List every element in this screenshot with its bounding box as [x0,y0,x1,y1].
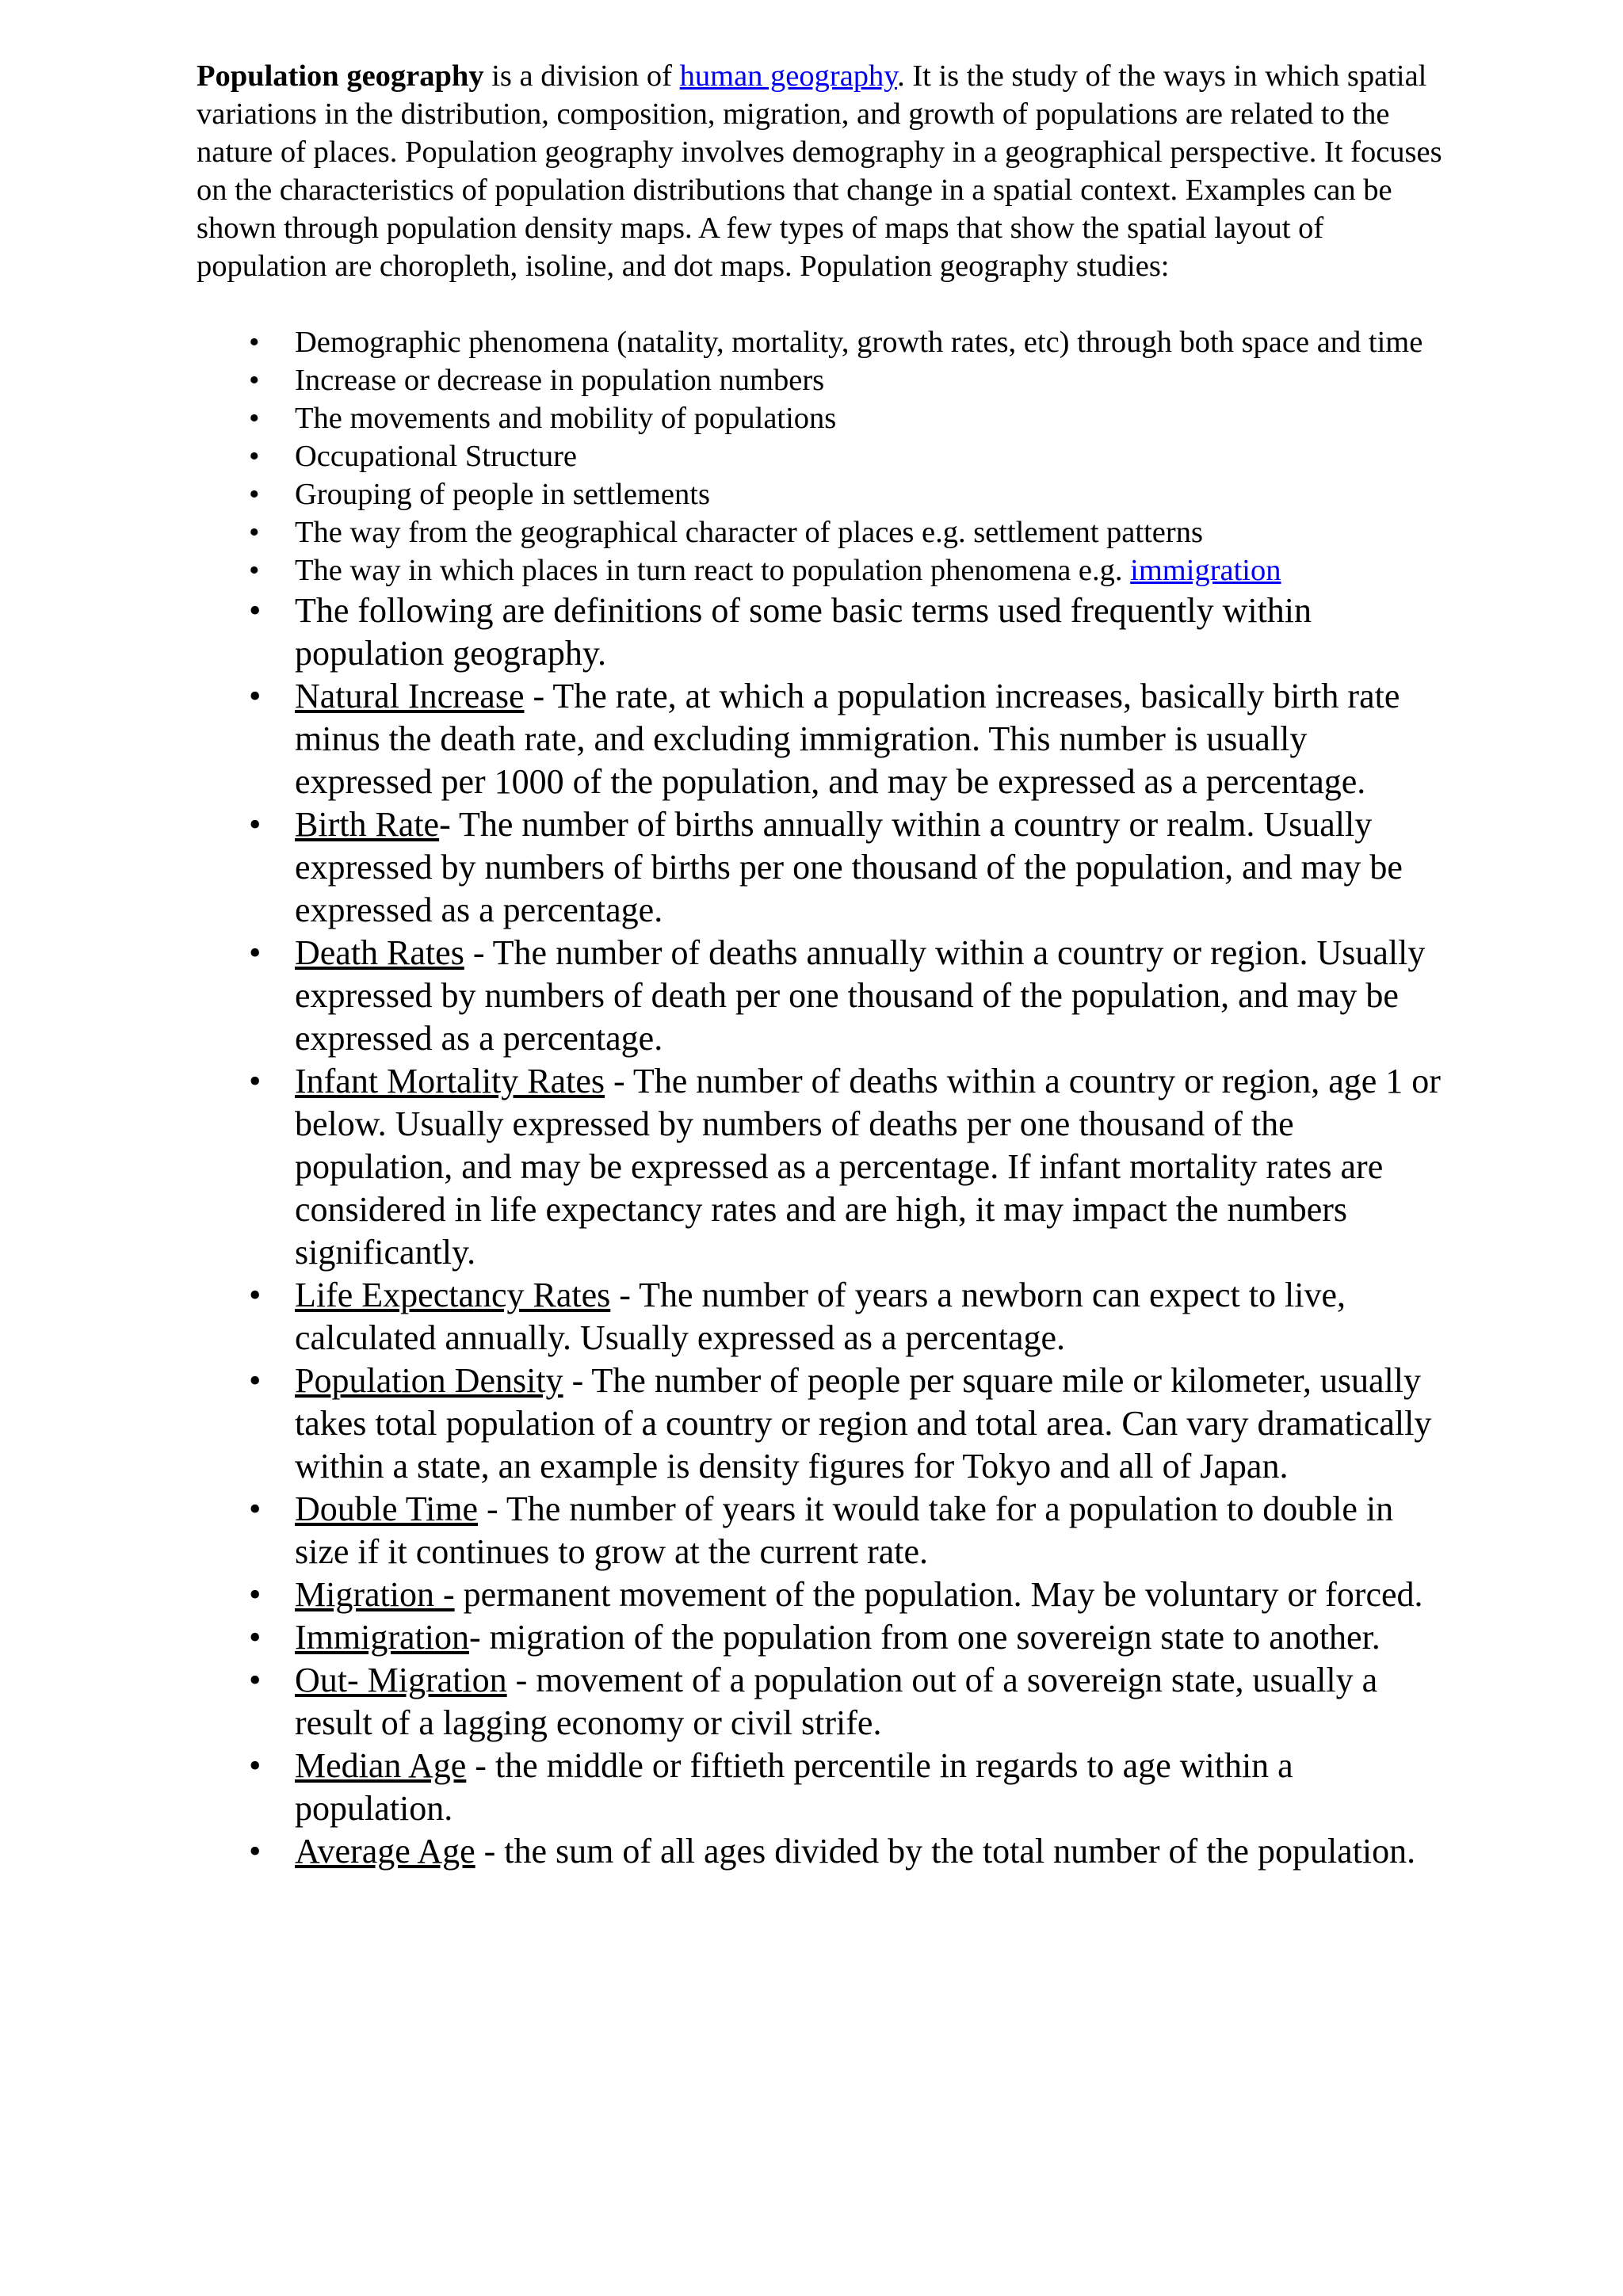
bullet-icon: • [249,1618,262,1657]
bullet-icon: • [249,516,260,549]
bullet-icon: • [249,1661,262,1699]
definition-text: - migration of the population from one sovereign state to another. [468,1618,1381,1657]
definition-term: Death Rates [295,933,464,972]
definition-item [197,1360,1449,1488]
definition-text: - The number of years a newborn can expect to live, calculated annually. Usually expressed as a percentage. [295,1276,1346,1357]
bullet-icon: • [249,478,260,511]
list-item [197,513,1449,551]
list-item-text: The way from the geographical character of places e.g. settlement patterns [295,516,1203,549]
bullet-icon: • [249,591,262,630]
bullet-icon: • [249,1746,262,1785]
definition-text: - movement of a population out of a sovereign state, usually a result of a lagging economy or civil strife. [295,1661,1378,1742]
bullet-icon: • [249,677,262,715]
list-item [197,399,1449,437]
definition-text: - the middle or fiftieth percentile in regards to age within a population. [295,1746,1293,1828]
definition-text: - The number of deaths within a country or region, age 1 or below. Usually expressed by numbers of deaths per one thousand of the population, and may be expressed as a percentage. If infant mortality rates are considered in life expectancy rates and are high, it may impact the numbers significantly. [295,1062,1441,1272]
definition-term: Natural Increase [295,677,525,715]
list-item-text: Demographic phenomena (natality, mortality, growth rates, etc) through both space and time [295,326,1423,359]
definition-item [197,1745,1449,1830]
definition-term: Infant Mortality Rates [295,1062,605,1100]
immigration-link[interactable]: immigration [1130,554,1281,587]
definition-text: permanent movement of the population. May be voluntary or forced. [454,1575,1423,1614]
list-item-text: Increase or decrease in population numbers [295,364,825,397]
definition-item [197,1830,1449,1873]
definition-term: Birth Rate [295,805,440,844]
definition-item [197,1060,1449,1274]
studies-list [197,323,1449,589]
definition-text: - the sum of all ages divided by the total number of the population. [475,1832,1416,1871]
bullet-icon: • [249,440,260,473]
definition-term: Median Age [295,1746,467,1785]
bullet-icon: • [249,1575,262,1614]
definition-item [197,1659,1449,1745]
bullet-icon: • [249,1276,262,1314]
definition-text: - The number of deaths annually within a country or region. Usually expressed by numbers of death per one thousand of the population, and may be expressed as a percentage. [295,933,1426,1058]
definition-term: Immigration [295,1618,469,1657]
list-item [197,323,1449,361]
document-page [197,57,1449,1873]
list-item-text: Grouping of people in settlements [295,478,710,511]
intro-text-before-link: is a division of [483,59,680,93]
intro-text-after-link: . It is the study of the ways in which spatial variations in the distribution, composition, migration, and growth of populations are related to the nature of places. Population geography involves demography in a geographical perspective. It focuses on the characteristics of population distributions that change in a spatial context. Examples can be shown through population density maps. A few types of maps that show the spatial layout of population are choropleth, isoline, and dot maps. Population geography studies: [197,59,1442,283]
definition-term: Double Time [295,1489,479,1528]
list-item [197,437,1449,475]
bullet-icon: • [249,326,260,359]
definitions-intro-item [197,589,1449,675]
definition-term: Population Density [295,1361,563,1400]
definition-item [197,1488,1449,1573]
definition-term: Average Age [295,1832,475,1871]
definition-term: Migration - [295,1575,455,1614]
human-geography-link[interactable]: human geography [679,59,898,93]
list-item [197,361,1449,399]
definition-term: Out- Migration [295,1661,507,1699]
list-item [197,551,1449,589]
bullet-icon: • [249,1489,262,1528]
intro-paragraph [197,57,1449,285]
definition-item [197,803,1449,932]
definition-item [197,1573,1449,1616]
definition-text: - The number of years it would take for a population to double in size if it continues to grow at the current rate. [295,1489,1394,1571]
list-item-text: Occupational Structure [295,440,577,473]
list-item-text: The movements and mobility of populations [295,402,837,435]
definition-text: - The number of births annually within a country or realm. Usually expressed by numbers of births per one thousand of the population, and may be expressed as a percentage. [295,805,1403,929]
bullet-icon: • [249,364,260,397]
bullet-icon: • [249,933,262,972]
bullet-icon: • [249,554,260,587]
bullet-icon: • [249,805,262,844]
bullet-icon: • [249,1832,262,1871]
definition-text: - The rate, at which a population increases, basically birth rate minus the death rate, and excluding immigration. This number is usually expressed per 1000 of the population, and may be expressed as a percentage. [295,677,1400,801]
list-item [197,475,1449,513]
bullet-icon: • [249,402,260,435]
bullet-icon: • [249,1062,262,1100]
definition-item [197,1616,1449,1659]
definitions-list [197,589,1449,1873]
definition-text: - The number of people per square mile or kilometer, usually takes total population of a country or region and total area. Can vary dramatically within a state, an example is density figures for Tokyo and all of Japan. [295,1361,1432,1486]
intro-bold-term: Population geography [197,59,484,93]
list-item-text: The way in which places in turn react to population phenomena e.g. [295,554,1131,587]
definition-item [197,1274,1449,1360]
definition-item [197,932,1449,1060]
definition-item [197,675,1449,803]
definitions-intro-text: The following are definitions of some basic terms used frequently within population geography. [295,591,1312,673]
bullet-icon: • [249,1361,262,1400]
definition-term: Life Expectancy Rates [295,1276,611,1314]
